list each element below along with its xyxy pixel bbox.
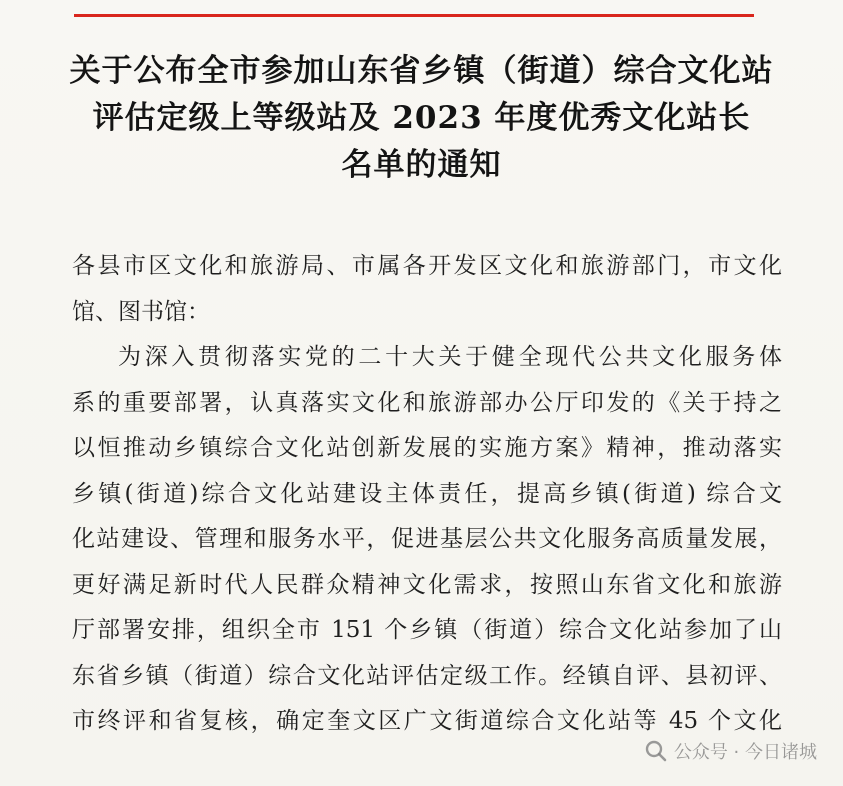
body-line: 更好满足新时代人民群众精神文化需求，按照山东省文化和旅游 [72, 571, 782, 598]
salutation-line: 各县市区文化和旅游局、市属各开发区文化和旅游部门，市文化 [72, 253, 782, 279]
body-line: 厅部署安排，组织全市 151 个乡镇（街道）综合文化站参加了山 [72, 617, 782, 643]
body-line: 乡镇(街道)综合文化站建设主体责任，提高乡镇(街道) 综合文 [72, 480, 782, 507]
watermark-text: 公众号 · 今日诸城 [673, 742, 817, 763]
wechat-search-icon [644, 739, 668, 763]
body-line: 为深入贯彻落实党的二十大关于健全现代公共文化服务体 [118, 344, 782, 370]
title-line: 名单的通知 [341, 147, 502, 183]
document-title [40, 48, 803, 189]
body-line: 以恒推动乡镇综合文化站创新发展的实施方案》精神，推动落实 [72, 435, 782, 461]
watermark [644, 738, 817, 764]
salutation-paragraph [72, 244, 782, 335]
document-body [72, 244, 782, 745]
title-line: 关于公布全市参加山东省乡镇（街道）综合文化站 [69, 53, 774, 89]
title-line: 评估定级上等级站及 2023 年度优秀文化站长 [92, 100, 751, 136]
salutation-line: 馆、图书馆： [72, 298, 210, 325]
body-line: 系的重要部署，认真落实文化和旅游部办公厅印发的《关于持之 [72, 389, 782, 416]
red-header-rule [74, 14, 754, 17]
body-paragraph [72, 335, 782, 745]
body-line: 化站建设、管理和服务水平，促进基层公共文化服务高质量发展， [72, 526, 782, 552]
body-line: 市终评和省复核，确定奎文区广文街道综合文化站等 45 个文化 [72, 708, 782, 734]
body-line: 东省乡镇（街道）综合文化站评估定级工作。经镇自评、县初评、 [72, 662, 782, 689]
